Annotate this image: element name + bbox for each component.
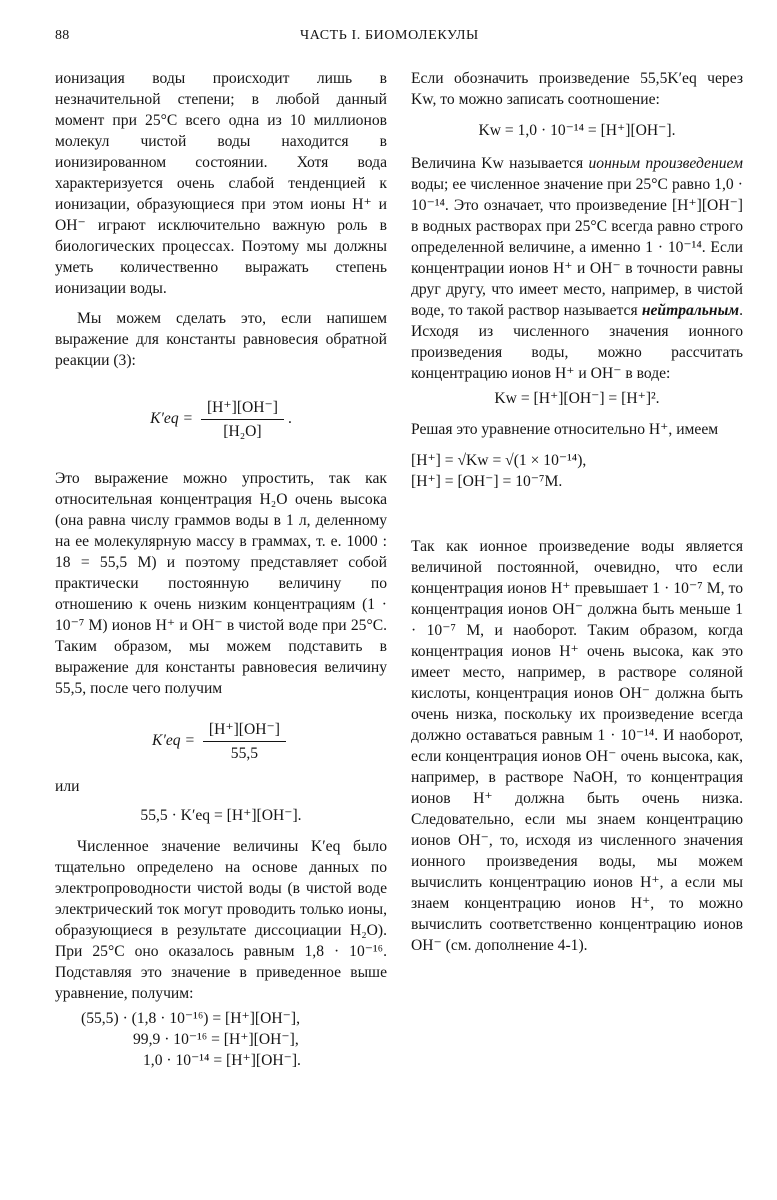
right-column bbox=[411, 68, 743, 956]
paragraph-numeric-value: Численное значение величины K′eq было тщательно определено на основе данных по электропроводности чистой воды (в чистой воде электрический ток могут проводить только ионы, образующиеся в результате диссоциации H₂O). При 25°C оно оказалось равным 1,8 · 10⁻¹⁶. Подставляя это значение в приведенное выше уравнение, получим: bbox=[55, 838, 387, 1002]
fraction-numerator: [H⁺][OH⁻] bbox=[201, 397, 284, 420]
word-or: или bbox=[55, 778, 80, 795]
left-column bbox=[55, 68, 387, 1071]
page-number: 88 bbox=[55, 28, 70, 43]
text-segment: Величина Kw называется bbox=[411, 155, 584, 172]
fraction-keq bbox=[201, 397, 284, 442]
equation-kw-square: Kw = [H⁺][OH⁻] = [H⁺]². bbox=[494, 390, 660, 407]
equation-block-product bbox=[81, 1008, 387, 1071]
paragraph-simplification: Это выражение можно упростить, так как относительная концентрация H₂O очень высока (она равна числу граммов воды в 1 л, деленному на ее молекулярную массу в граммах, т. е. 1000 : 18 = 55,5 M) и поэтому представляет собой практически постоянную величину по отношению к очень низким концентрациям (1 · 10⁻⁷ M) ионов H⁺ и OH⁻ в чистой воде при 25°C. Таким образом, мы можем подставить в выражение для константы равновесия величину 55,5, после чего получим bbox=[55, 470, 387, 697]
term-neutral: нейтральным bbox=[641, 302, 740, 319]
running-header bbox=[55, 28, 755, 50]
fraction-keq-55 bbox=[203, 719, 286, 764]
equation-line: [H⁺] = √Kw = √(1 × 10⁻¹⁴), bbox=[411, 452, 587, 469]
paragraph-equilibrium-constant: Мы можем сделать это, если напишем выражение для константы равновесия обратной реакции (3): bbox=[55, 310, 387, 369]
paragraph-ionization-intro: ионизация воды происходит лишь в незначительной степени; в любой данный момент при 25°C всего одна из 10 миллионов молекул чистой воды находится в ионизированном состоянии. Хотя вода характеризуется очень слабой тенденцией к ионизации, образующиеся при этом ионы H⁺ и OH⁻ играют исключительно важную роль в биологических процессах. Поэтому мы должны уметь количественно выражать степень ионизации воды. bbox=[55, 70, 387, 297]
equation-line: 99,9 · 10⁻¹⁶ = [H⁺][OH⁻], bbox=[133, 1031, 299, 1048]
paragraph-solving: Решая это уравнение относительно H⁺, имеем bbox=[411, 421, 719, 438]
equation-keq-55 bbox=[55, 719, 387, 764]
paragraph-kw-definition: Если обозначить произведение 55,5K′eq через Kw, то можно записать соотношение: bbox=[411, 70, 743, 108]
equation-line: [H⁺] = [OH⁻] = 10⁻⁷M. bbox=[411, 473, 563, 490]
paragraph-ionic-product-constant: Так как ионное произведение воды является величиной постоянной, очевидно, что если концентрация ионов H⁺ превышает 1 · 10⁻⁷ M, то концентрация ионов OH⁻ должна быть меньше 1 · 10⁻⁷ M, и наоборот. Таким образом, когда концентрация ионов H⁺ очень высока, как это имеет место, например, в растворе соляной кислоты, концентрация ионов OH⁻ должна быть очень низка, поскольку их произведение всегда должно оставаться равным 1 · 10⁻¹⁴. И наоборот, если концентрация ионов OH⁻ очень высока, как, например, в растворе NaOH, то концентрация ионов H⁺ должна быть очень низка. Следовательно, если мы знаем концентрацию ионов OH⁻, то, исходя из численного значения ионного произведения воды, мы можем вычислить концентрацию ионов H⁺, а если мы знаем концентрацию ионов H⁺, то можно вычислить соответственно концентрацию ионов OH⁻ (см. дополнение 4-1). bbox=[411, 538, 743, 954]
equation-keq-lhs: K′eq = bbox=[150, 410, 194, 428]
paragraph-ionic-product bbox=[411, 153, 743, 384]
equation-keq-fraction bbox=[55, 397, 387, 442]
fraction-denominator: 55,5 bbox=[230, 745, 259, 762]
term-ionic-product: ионным произведением bbox=[588, 155, 743, 172]
text-segment: . Исходя из численного значения ионного произведения воды, можно рассчитать концентрацию ионов H⁺ и OH⁻ в воде: bbox=[411, 302, 743, 382]
equation-55-keq: 55,5 · K′eq = [H⁺][OH⁻]. bbox=[140, 807, 302, 824]
equation-line: 1,0 · 10⁻¹⁴ = [H⁺][OH⁻]. bbox=[143, 1052, 301, 1069]
equation-period: . bbox=[287, 410, 292, 428]
equation-kw: Kw = 1,0 · 10⁻¹⁴ = [H⁺][OH⁻]. bbox=[478, 122, 676, 139]
equation-keq55-lhs: K′eq = bbox=[152, 732, 195, 750]
fraction-denominator: [H₂O] bbox=[223, 423, 262, 440]
part-title: ЧАСТЬ I. БИОМОЛЕКУЛЫ bbox=[300, 28, 479, 43]
fraction-numerator: [H⁺][OH⁻] bbox=[203, 719, 286, 742]
equation-block-sqrt bbox=[411, 450, 743, 492]
equation-line: (55,5) · (1,8 · 10⁻¹⁶) = [H⁺][OH⁻], bbox=[81, 1010, 300, 1027]
text-segment: воды; ее численное значение при 25°C равно 1,0 · 10⁻¹⁴. Это означает, что произведение [H⁺][OH⁻] в водных растворах при 25°C всегда равно строго определенной величине, а именно 1 · 10⁻¹⁴. Если концентрации ионов H⁺ и OH⁻ в точности равны друг другу, что имеет место, например, в чистой воде, то такой раствор называется bbox=[411, 176, 743, 319]
